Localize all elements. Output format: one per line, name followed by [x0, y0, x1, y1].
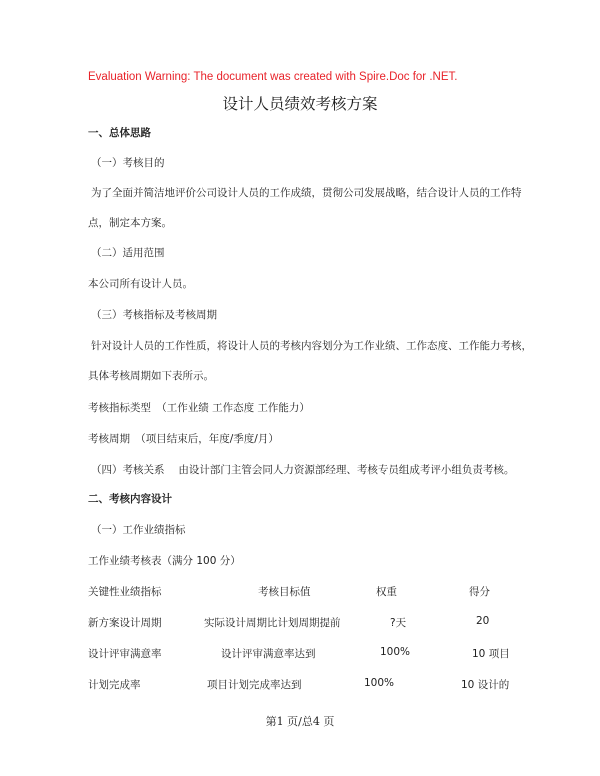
table-row-3-score: 10 设计的	[461, 679, 510, 691]
indicator-type-line: 考核指标类型 （工作业绩 工作态度 工作能力）	[88, 402, 310, 414]
document-title: 设计人员绩效考核方案	[222, 95, 378, 113]
paragraph-purpose-line1: 为了全面并简洁地评价公司设计人员的工作成绩，贯彻公司发展战略，结合设计人员的工作特	[91, 187, 522, 199]
table-header-kpi: 关键性业绩指标	[88, 586, 162, 598]
table-caption: 工作业绩考核表（满分 100 分）	[88, 555, 241, 567]
table-header-score: 得分	[469, 586, 490, 598]
evaluation-warning: Evaluation Warning: The document was created with Spire.Doc for .NET.	[88, 71, 458, 83]
page-footer: 第1 页/总4 页	[265, 715, 335, 728]
table-row-2-weight: 100%	[380, 646, 411, 658]
table-row-2-target: 设计评审满意率达到	[221, 648, 316, 660]
table-row-1-weight: ?天	[390, 617, 407, 629]
paragraph-scope: 本公司所有设计人员。	[88, 278, 193, 290]
table-row-3-target: 项目计划完成率达到	[207, 679, 302, 691]
subheading-relations: （四）考核关系 由设计部门主管会同人力资源部经理、考核专员组成考评小组负责考核。	[91, 464, 515, 476]
assessment-period-line: 考核周期 （项目结束后，年度/季度/月）	[88, 433, 279, 445]
table-row-2-kpi: 设计评审满意率	[88, 648, 162, 660]
subheading-performance-indicators: （一）工作业绩指标	[91, 524, 186, 536]
table-header-weight: 权重	[376, 586, 397, 598]
subheading-scope: （二）适用范围	[91, 247, 165, 259]
table-row-2-score: 10 项目	[472, 648, 510, 660]
table-header-target: 考核目标值	[258, 586, 311, 598]
table-row-3-kpi: 计划完成率	[88, 679, 141, 691]
subheading-indicators-period: （三）考核指标及考核周期	[91, 309, 217, 321]
paragraph-indicators-line2: 具体考核周期如下表所示。	[88, 370, 214, 382]
subheading-purpose: （一）考核目的	[91, 157, 165, 169]
table-row-1-target: 实际设计周期比计划周期提前	[204, 617, 341, 629]
table-row-3-weight: 100%	[364, 677, 395, 689]
table-row-1-score: 20	[476, 615, 490, 627]
table-row-1-kpi: 新方案设计周期	[88, 617, 162, 629]
section-heading-2: 二、考核内容设计	[88, 493, 172, 505]
section-heading-1: 一、总体思路	[88, 127, 151, 139]
paragraph-purpose-line2: 点，制定本方案。	[88, 217, 172, 229]
paragraph-indicators-line1: 针对设计人员的工作性质，将设计人员的考核内容划分为工作业绩、工作态度、工作能力考核，	[91, 340, 532, 352]
